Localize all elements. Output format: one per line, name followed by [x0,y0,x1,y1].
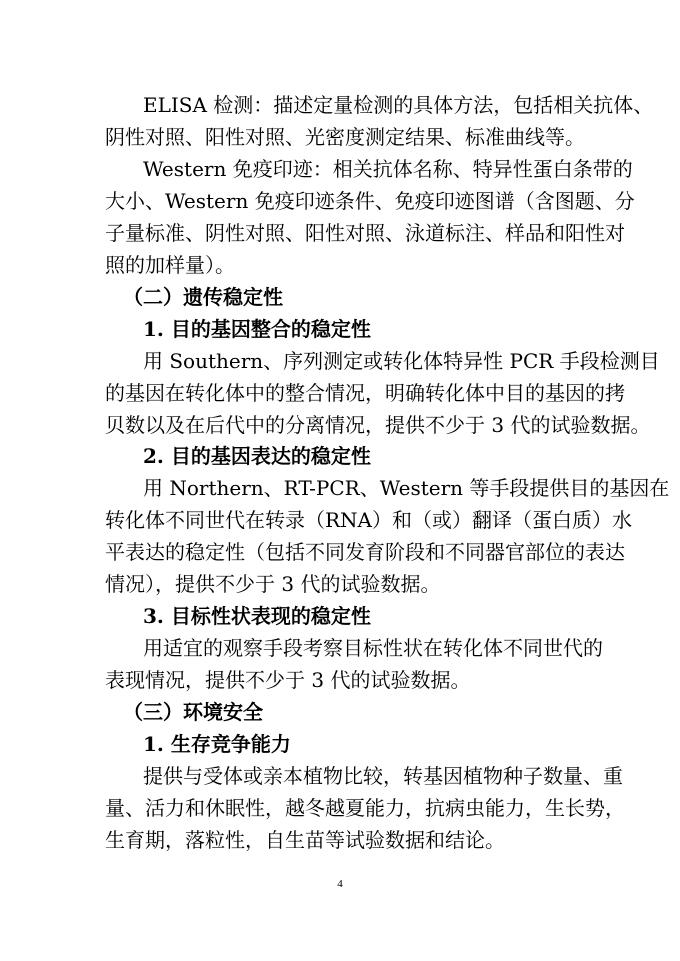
trait-line-1: 用适宜的观察手段考察目标性状在转化体不同世代的 [143,636,603,660]
expression-line-3: 平表达的稳定性（包括不同发育阶段和不同器官部位的表达 [105,540,625,564]
section-heading-environmental-safety: （三）环境安全 [123,700,263,724]
integration-line-2: 的基因在转化体中的整合情况，明确转化体中目的基因的拷 [105,381,625,405]
western-line-3: 子量标准、阴性对照、阳性对照、泳道标注、样品和阳性对 [105,221,625,245]
expression-line-1: 用 Northern、RT-PCR、Western 等手段提供目的基因在 [143,476,670,500]
subheading-integration-stability: 1. 目的基因整合的稳定性 [143,317,371,341]
survival-line-1: 提供与受体或亲本植物比较，转基因植物种子数量、重 [143,764,623,788]
integration-line-1: 用 Southern、序列测定或转化体特异性 PCR 手段检测目 [143,349,660,373]
elisa-line-2: 阴性对照、阳性对照、光密度测定结果、标准曲线等。 [105,125,585,149]
survival-line-2: 量、活力和休眠性，越冬越夏能力，抗病虫能力，生长势， [105,796,625,820]
western-line-2: 大小、Western 免疫印迹条件、免疫印迹图谱（含图题、分 [105,189,635,213]
subheading-trait-stability: 3. 目标性状表现的稳定性 [143,604,371,628]
expression-line-4: 情况），提供不少于 3 代的试验数据。 [105,572,441,596]
elisa-line-1: ELISA 检测：描述定量检测的具体方法，包括相关抗体、 [143,93,654,117]
western-line-4: 照的加样量）。 [105,253,235,277]
subheading-expression-stability: 2. 目的基因表达的稳定性 [143,444,371,468]
trait-line-2: 表现情况，提供不少于 3 代的试验数据。 [105,668,471,692]
western-line-1: Western 免疫印迹：相关抗体名称、特异性蛋白条带的 [143,157,633,181]
page-number: 4 [337,878,343,890]
integration-line-3: 贝数以及在后代中的分离情况，提供不少于 3 代的试验数据。 [105,413,651,437]
section-heading-genetic-stability: （二）遗传稳定性 [123,285,283,309]
subheading-survival-competitiveness: 1. 生存竞争能力 [143,732,291,756]
expression-line-2: 转化体不同世代在转录（RNA）和（或）翻译（蛋白质）水 [105,508,633,532]
survival-line-3: 生育期，落粒性，自生苗等试验数据和结论。 [105,828,505,852]
